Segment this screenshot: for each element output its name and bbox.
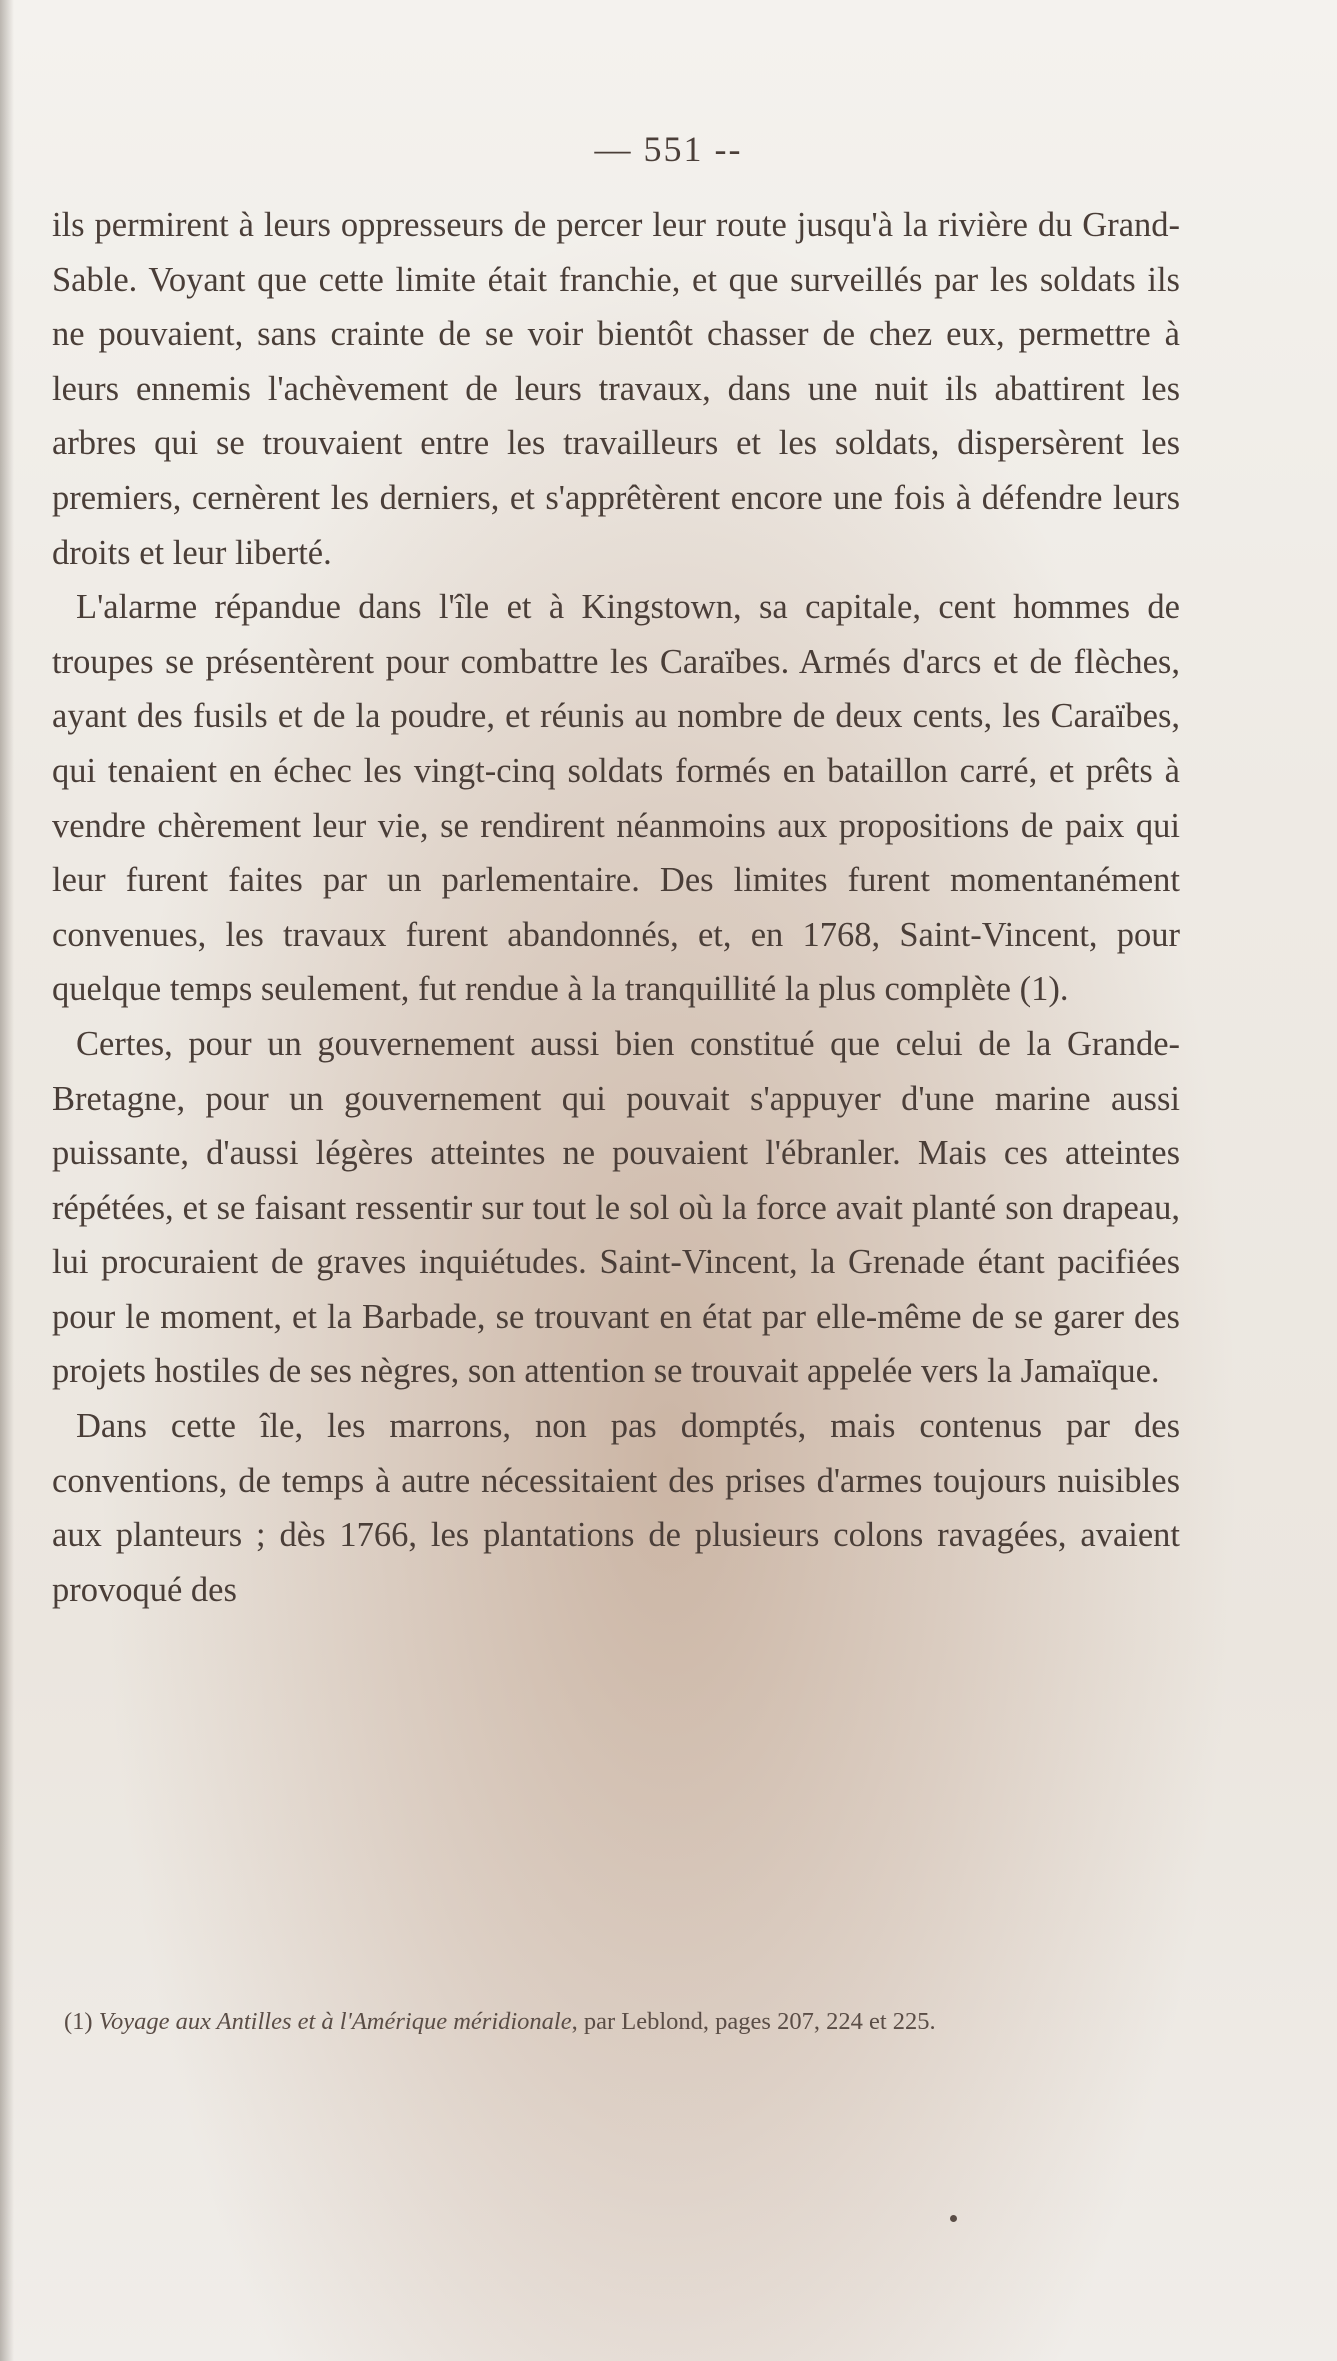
footnote	[44, 2004, 1184, 2040]
footnote-text	[44, 2004, 1184, 2040]
footnote-marker: (1)	[64, 2008, 93, 2035]
footnote-book-title: Voyage aux Antilles et à l'Amérique méridionale	[98, 2008, 572, 2035]
paragraph-1: ils permirent à leurs oppresseurs de percer leur route jusqu'à la rivière du Grand-Sable. Voyant que cette limite était franchie, et que surveillés par les soldats ils ne pouvaient, sans crainte de se voir bientôt chasser de chez eux, permettre à leurs ennemis l'achèvement de leurs travaux, dans une nuit ils abattirent les arbres qui se trouvaient entre les travailleurs et les soldats, dispersèrent les premiers, cernèrent les derniers, et s'apprêtèrent encore une fois à défendre leurs droits et leur liberté.	[52, 206, 1180, 572]
paragraph-3: Certes, pour un gouvernement aussi bien constitué que celui de la Grande-Bretagne, pour un gouvernement qui pouvait s'appuyer d'une marine aussi puissante, d'aussi légères atteintes ne pouvaient l'ébranler. Mais ces atteintes répétées, et se faisant ressentir sur tout le sol où la force avait planté son drapeau, lui procuraient de graves inquiétudes. Saint-Vincent, la Grenade étant pacifiées pour le moment, et la Barbade, se trouvant en état par elle-même de se garer des projets hostiles de ses nègres, son attention se trouvait appelée vers la Jamaïque.	[52, 1024, 1180, 1391]
paragraph-2: L'alarme répandue dans l'île et à Kingstown, sa capitale, cent hommes de troupes se présentèrent pour combattre les Caraïbes. Armés d'arcs et de flèches, ayant des fusils et de la poudre, et réunis au nombre de deux cents, les Caraïbes, qui tenaient en échec les vingt-cinq soldats formés en bataillon carré, et prêts à vendre chèrement leur vie, se rendirent néanmoins aux propositions de paix qui leur furent faites par un parlementaire. Des limites furent momentanément convenues, les travaux furent abandonnés, et, en 1768, Saint-Vincent, pour quelque temps seulement, fut rendue à la tranquillité la plus complète (1).	[52, 588, 1180, 1009]
page-number-header: — 551 --	[594, 129, 743, 169]
footnote-citation: , par Leblond, pages 207, 224 et 225.	[571, 2008, 936, 2035]
ink-speck	[950, 2215, 957, 2222]
body-text	[52, 198, 1180, 1617]
paragraph-4: Dans cette île, les marrons, non pas domptés, mais contenus par des conventions, de temps à autre nécessitaient des prises d'armes toujours nuisibles aux planteurs ; dès 1766, les plantations de plusieurs colons ravagées, avaient provoqué des	[52, 1407, 1180, 1609]
